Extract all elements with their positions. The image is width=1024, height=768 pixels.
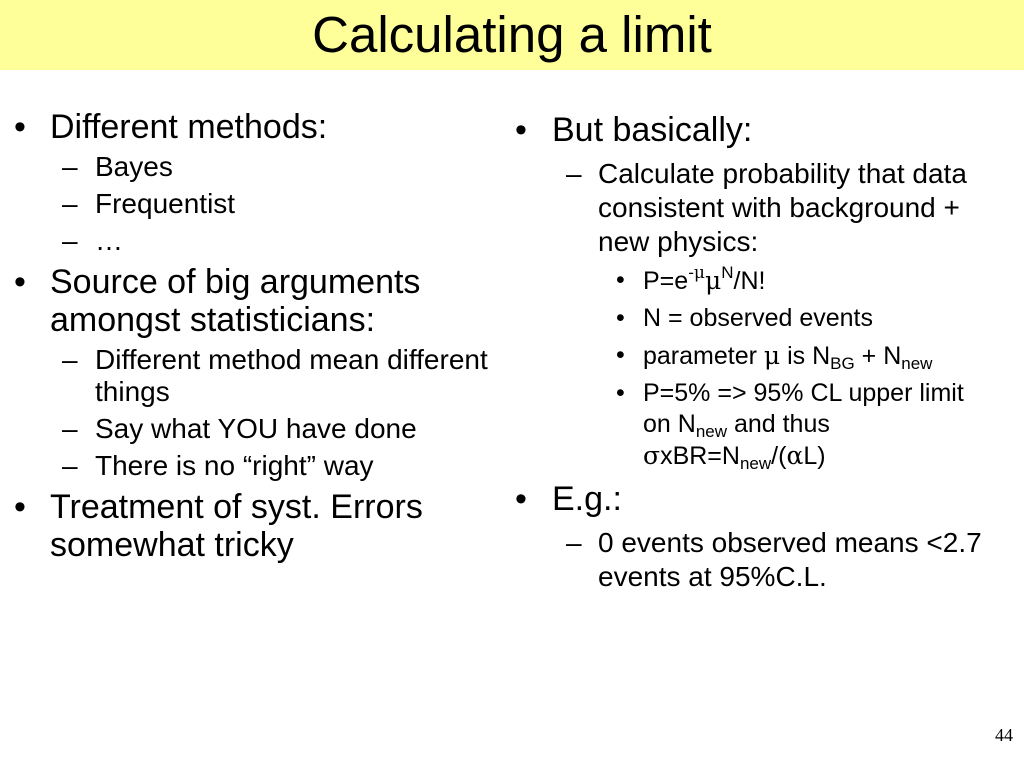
subscript: BG xyxy=(830,354,855,374)
sub-bullet-item-no-right-way xyxy=(0,450,505,482)
small-bullet-marker: • xyxy=(616,341,625,369)
subscript: new xyxy=(739,454,772,474)
slide-title: Calculating a limit xyxy=(312,6,712,63)
dash-marker: – xyxy=(62,413,78,444)
formula-text: P=e xyxy=(643,267,689,295)
dash-marker: – xyxy=(62,450,78,481)
superscript: N xyxy=(721,263,734,283)
bullet-item-example xyxy=(500,480,1000,518)
point-observed-events xyxy=(500,303,990,334)
bullet-marker: • xyxy=(515,111,527,149)
small-bullet-marker: • xyxy=(616,266,625,294)
sub-bullet-item-zero-events xyxy=(500,526,1000,594)
superscript: -μ xyxy=(688,263,705,284)
bullet-marker: • xyxy=(14,488,26,526)
point-text: + N xyxy=(854,342,902,370)
bullet-marker: • xyxy=(515,480,527,518)
sub-bullet-text: Bayes xyxy=(95,151,173,182)
point-upper-limit xyxy=(500,378,990,472)
greek-letter: μ xyxy=(704,266,722,295)
title-bar xyxy=(0,0,1024,70)
bullet-item-systematic-errors xyxy=(0,488,505,564)
sub-bullet-text: … xyxy=(95,225,123,256)
formula-text: L) xyxy=(803,442,826,470)
bullet-text: Different methods: xyxy=(50,108,328,146)
bullet-item-different-methods xyxy=(0,108,505,146)
subscript: new xyxy=(695,422,727,442)
sub-bullet-item-different-meaning xyxy=(0,344,505,408)
cross-section-formula xyxy=(643,441,826,474)
dash-marker: – xyxy=(62,188,78,219)
right-column xyxy=(500,111,1000,594)
sub-bullet-item-ellipsis xyxy=(0,225,505,257)
sub-bullet-text: Different method mean different things xyxy=(95,344,488,407)
page-number: 44 xyxy=(995,725,1013,745)
dash-marker: – xyxy=(62,225,78,256)
bullet-marker: • xyxy=(14,108,26,146)
formula-text: xBR=N xyxy=(660,442,740,470)
sub-bullet-item-calculate-probability xyxy=(500,157,1000,259)
point-poisson-formula xyxy=(500,265,990,297)
bullet-marker: • xyxy=(14,263,26,301)
point-text: and thus xyxy=(727,410,830,438)
dash-marker: – xyxy=(62,151,78,182)
sub-bullet-item-say-what-done xyxy=(0,413,505,445)
greek-letter: μ xyxy=(763,341,781,370)
bullet-item-source-of-arguments xyxy=(0,263,505,339)
bullet-item-but-basically xyxy=(500,111,1000,149)
left-column xyxy=(0,108,505,564)
formula-text: /N! xyxy=(733,267,766,295)
point-text: P=5% => 95% CL upper limit on N xyxy=(643,379,964,438)
sub-bullet-text: There is no “right” way xyxy=(95,450,374,481)
small-bullet-marker: • xyxy=(616,304,625,332)
dash-marker: – xyxy=(62,344,78,375)
formula-text: /( xyxy=(771,442,787,470)
sub-bullet-item-bayes xyxy=(0,151,505,183)
dash-marker: – xyxy=(566,527,582,558)
bullet-text: Source of big arguments amongst statisticians: xyxy=(50,263,421,339)
dash-marker: – xyxy=(566,158,582,189)
bullet-text: But basically: xyxy=(552,111,753,149)
subscript: new xyxy=(901,354,933,374)
point-text: is N xyxy=(780,342,831,370)
sub-bullet-text: 0 events observed means <2.7 events at 95%C.L. xyxy=(598,527,982,592)
small-bullet-marker: • xyxy=(616,379,625,407)
bullet-text: Treatment of syst. Errors somewhat tricky xyxy=(50,488,423,564)
bullet-text: E.g.: xyxy=(552,480,622,518)
point-text: parameter xyxy=(643,342,764,370)
sub-bullet-item-frequentist xyxy=(0,188,505,220)
sub-bullet-text: Say what YOU have done xyxy=(95,413,417,444)
sub-bullet-text: Frequentist xyxy=(95,188,236,219)
greek-letter: σ xyxy=(643,441,661,470)
sub-bullet-text: Calculate probability that data consistent with background + new physics: xyxy=(598,158,967,257)
point-parameter-mu xyxy=(500,340,990,372)
point-text: N = observed events xyxy=(643,304,873,332)
greek-letter: α xyxy=(786,441,804,470)
